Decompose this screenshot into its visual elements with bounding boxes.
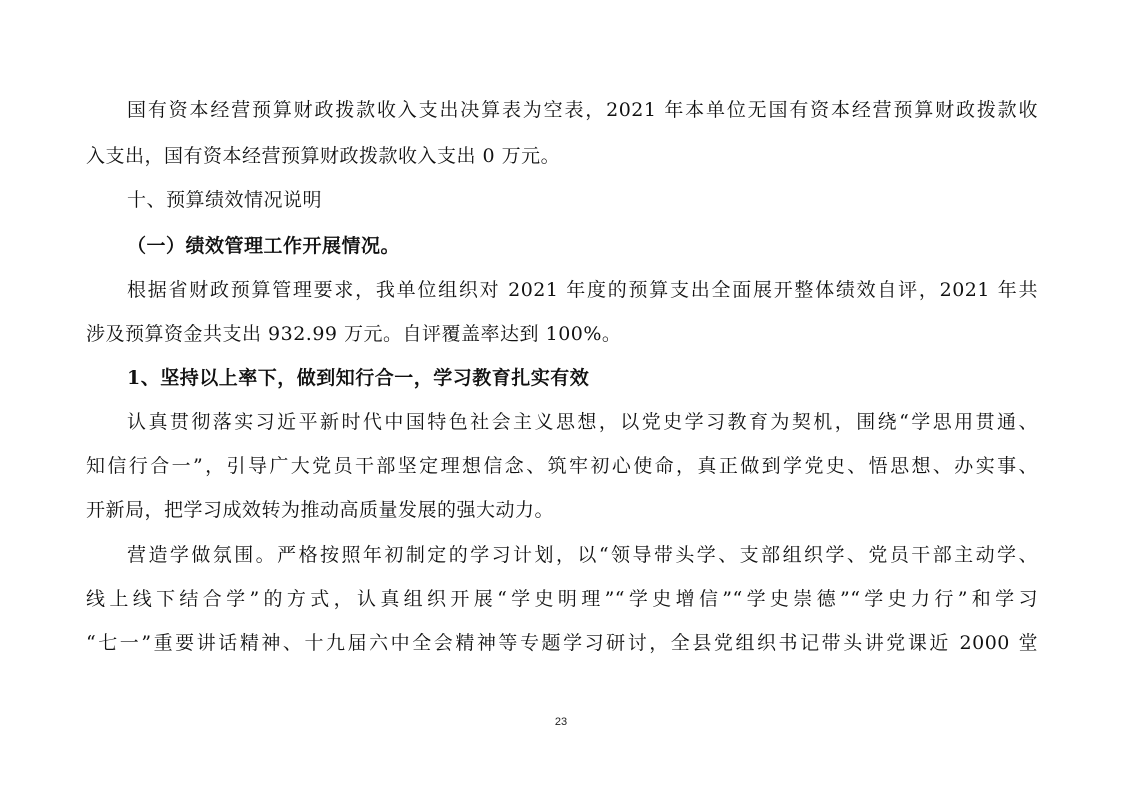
paragraph-line: 入支出，国有资本经营预算财政拨款收入支出 0 万元。 [86,145,561,167]
paragraph-line: 线上线下结合学”的方式，认真组织开展“学史明理”“学史增信”“学史崇德”“学史力行”和学习 [86,588,1038,610]
page-number: 23 [554,716,568,728]
section-heading: 十、预算绩效情况说明 [127,189,323,211]
paragraph-line: 根据省财政预算管理要求，我单位组织对 2021 年度的预算支出全面展开整体绩效自评，2021 年共 [127,279,1038,301]
paragraph-line: 涉及预算资金共支出 932.99 万元。自评覆盖率达到 100%。 [86,323,622,345]
paragraph-line: “七一”重要讲话精神、十九届六中全会精神等专题学习研讨，全县党组织书记带头讲党课近 2000 堂 [86,632,1038,654]
paragraph-line: 开新局，把学习成效转为推动高质量发展的强大动力。 [86,499,555,521]
subsection-heading: （一）绩效管理工作开展情况。 [127,235,401,257]
paragraph-line: 认真贯彻落实习近平新时代中国特色社会主义思想，以党史学习教育为契机，围绕“学思用贯通、 [127,411,1038,433]
item-heading: 1、坚持以上率下，做到知行合一，学习教育扎实有效 [127,367,590,389]
paragraph-line: 营造学做氛围。严格按照年初制定的学习计划，以“领导带头学、支部组织学、党员干部主动学、 [127,544,1038,566]
paragraph-line: 国有资本经营预算财政拨款收入支出决算表为空表，2021 年本单位无国有资本经营预算财政拨款收 [127,99,1038,121]
paragraph-line: 知信行合一”，引导广大党员干部坚定理想信念、筑牢初心使命，真正做到学党史、悟思想、办实事、 [86,455,1038,477]
